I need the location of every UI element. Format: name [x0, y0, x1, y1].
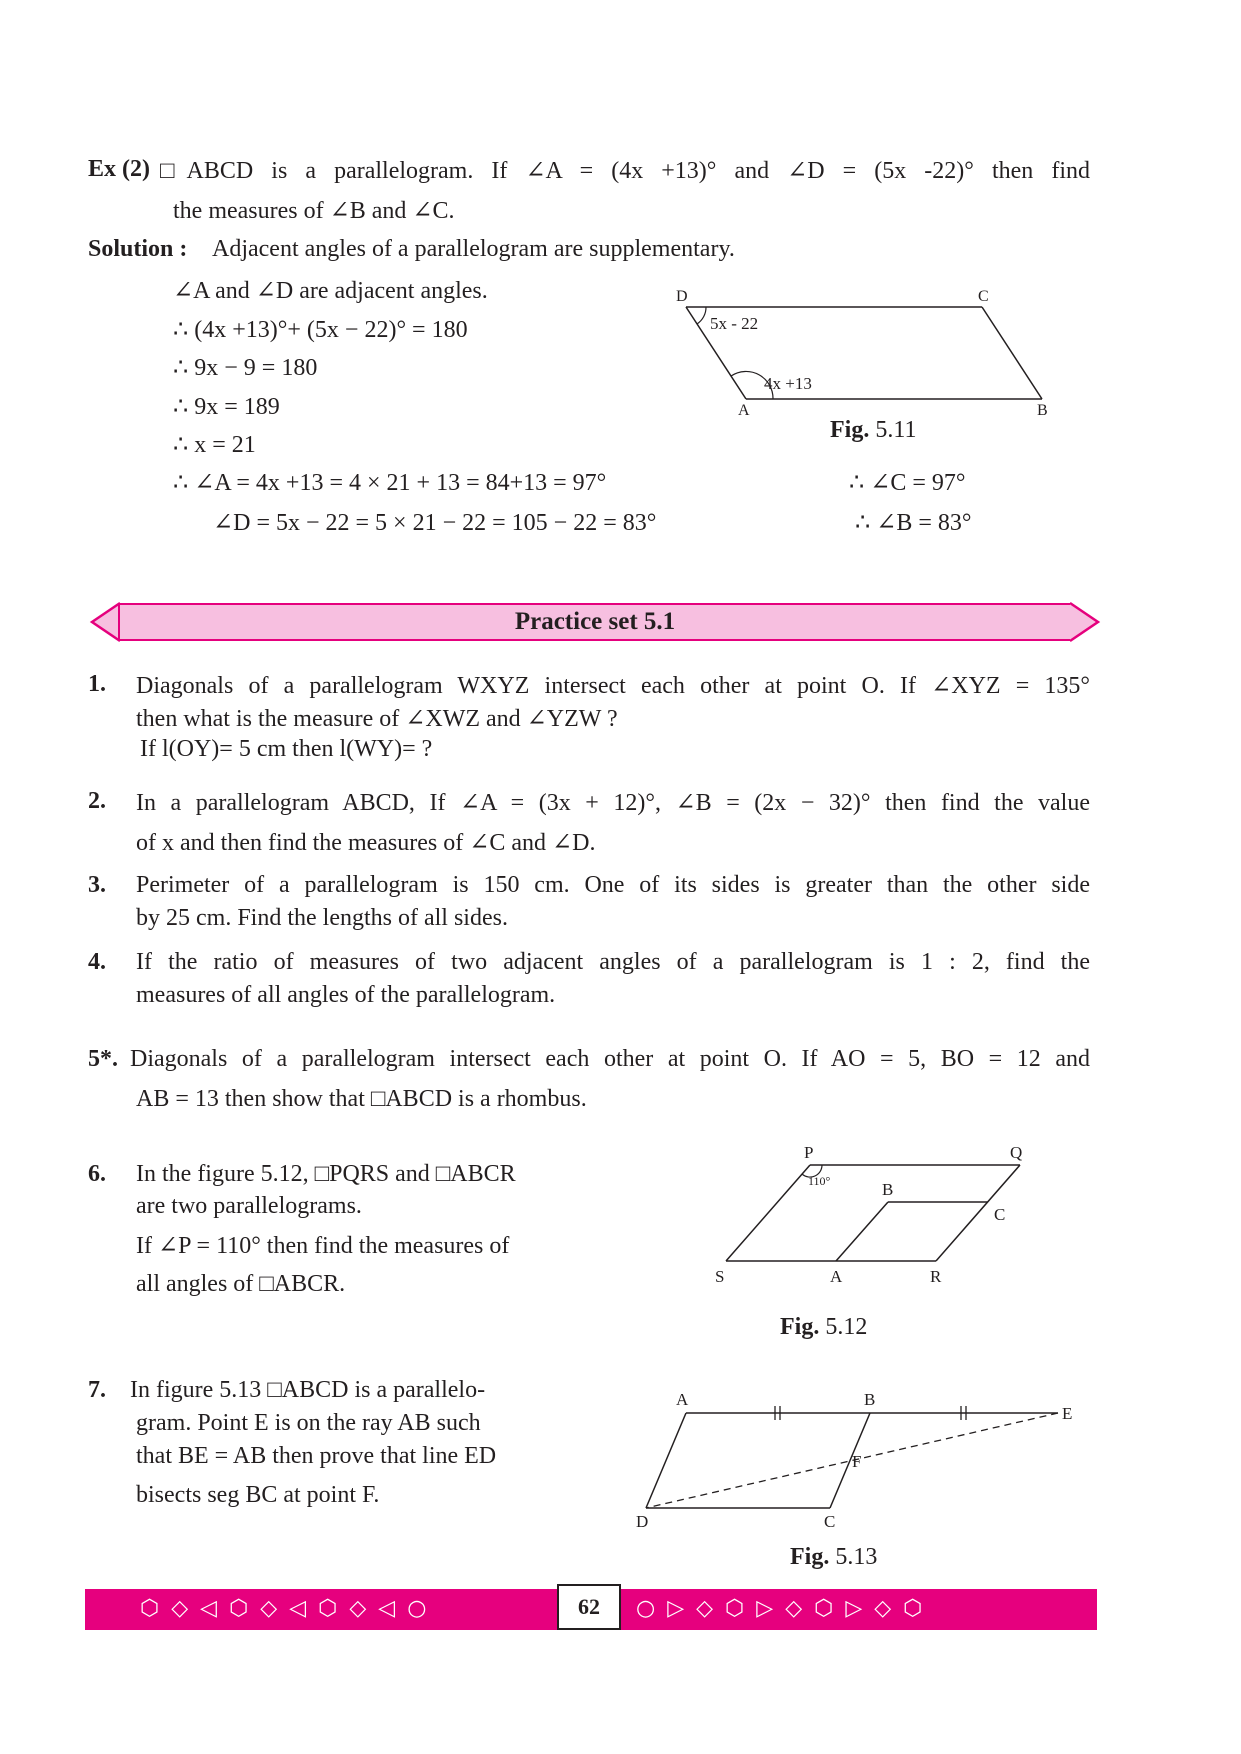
caption-fig-number: 5.13 — [835, 1544, 878, 1570]
hexagon-icon: ⬡ — [229, 1596, 249, 1621]
side-bc — [830, 1413, 870, 1508]
figure-5-11-caption — [830, 417, 916, 444]
question-line: are two parallelograms. — [136, 1193, 362, 1219]
question-line: Perimeter of a parallelogram is 150 cm. One of its sides is greater than the other side — [136, 872, 1090, 898]
example-label: Ex (2) — [88, 156, 150, 182]
triangle-left-icon: ◁ — [289, 1596, 307, 1621]
angle-label-d: 5x - 22 — [710, 314, 759, 333]
diamond-icon: ◇ — [349, 1596, 367, 1621]
vertex-label-a: A — [830, 1267, 843, 1286]
question-line: Diagonals of a parallelogram WXYZ intersect each other at point O. If ∠XYZ = 135° — [136, 673, 1090, 699]
side-da — [646, 1413, 686, 1508]
diamond-icon: ◇ — [874, 1596, 892, 1621]
figure-5-13 — [630, 1385, 1090, 1545]
question-line: If l(OY)= 5 cm then l(WY)= ? — [140, 736, 433, 762]
vertex-label-a: A — [738, 402, 750, 415]
question-line: In a parallelogram ABCD, If ∠A = (3x + 12)°, ∠B = (2x − 32)° then find the value — [136, 790, 1090, 816]
angle-arc-d — [697, 307, 706, 324]
solution-step: ∴ x = 21 — [173, 432, 256, 458]
triangle-right-icon: ▷ — [845, 1596, 863, 1621]
triangle-right-icon: ▷ — [667, 1596, 685, 1621]
question-line: all angles of □ABCR. — [136, 1271, 346, 1297]
vertex-label-a: A — [676, 1390, 689, 1409]
question-line: that BE = AB then prove that line ED — [136, 1443, 497, 1469]
solution-label: Solution : — [88, 236, 188, 262]
question-line: If the ratio of measures of two adjacent angles of a parallelogram is 1 : 2, find the — [136, 949, 1090, 975]
circle-icon: ○ — [636, 1596, 656, 1621]
vertex-label-s: S — [715, 1267, 725, 1286]
question-number: 3. — [88, 872, 106, 898]
side-ab — [836, 1202, 888, 1261]
vertex-label-p: P — [804, 1143, 814, 1162]
side-sp — [726, 1165, 810, 1261]
question-line: then what is the measure of ∠XWZ and ∠YZW ? — [136, 706, 618, 732]
question-line: If ∠P = 110° then find the measures of — [136, 1233, 510, 1259]
caption-fig-number: 5.12 — [825, 1314, 868, 1340]
diamond-icon: ◇ — [785, 1596, 803, 1621]
question-line: measures of all angles of the parallelogram. — [136, 982, 556, 1008]
hexagon-icon: ⬡ — [318, 1596, 338, 1621]
question-number: 4. — [88, 949, 106, 975]
vertex-label-c: C — [978, 288, 989, 305]
vertex-label-c: C — [824, 1512, 836, 1531]
vertex-label-b: B — [882, 1180, 894, 1199]
vertex-label-d: D — [676, 288, 688, 305]
angle-label-a: 4x +13 — [764, 374, 812, 393]
solution-step: ∠D = 5x − 22 = 5 × 21 − 22 = 105 − 22 = 83° — [213, 510, 657, 536]
question-line: of x and then find the measures of ∠C and ∠D. — [136, 830, 596, 856]
vertex-label-f: F — [852, 1452, 862, 1471]
vertex-label-b: B — [864, 1390, 876, 1409]
caption-fig-word: Fig. — [780, 1314, 820, 1340]
triangle-left-icon: ◁ — [378, 1596, 396, 1621]
figure-5-13-caption — [790, 1544, 877, 1571]
solution-step: ∴ ∠A = 4x +13 = 4 × 21 + 13 = 84+13 = 97° — [173, 470, 607, 496]
vertex-label-e: E — [1062, 1404, 1073, 1423]
page-number: 62 — [557, 1584, 621, 1630]
solution-result-c: ∴ ∠C = 97° — [849, 470, 966, 496]
question-line: In the figure 5.12, □PQRS and □ABCR — [136, 1161, 516, 1187]
hexagon-icon: ⬡ — [725, 1596, 745, 1621]
diamond-icon: ◇ — [696, 1596, 714, 1621]
question-line: Diagonals of a parallelogram intersect each other at point O. If AO = 5, BO = 12 and — [130, 1046, 1090, 1072]
hexagon-icon: ⬡ — [814, 1596, 834, 1621]
question-line: by 25 cm. Find the lengths of all sides. — [136, 905, 508, 931]
caption-fig-word: Fig. — [830, 417, 870, 443]
footer-decoration-right — [636, 1596, 922, 1622]
diamond-icon: ◇ — [171, 1596, 189, 1621]
example-question-line2: the measures of ∠B and ∠C. — [173, 198, 455, 224]
figure-5-12-caption — [780, 1314, 867, 1341]
hexagon-icon: ⬡ — [903, 1596, 923, 1621]
vertex-label-r: R — [930, 1267, 942, 1286]
side-cb — [982, 307, 1042, 399]
practice-set-banner — [118, 603, 1072, 641]
banner-left-arrow — [88, 601, 122, 643]
solution-step: ∠A and ∠D are adjacent angles. — [173, 278, 488, 304]
question-line: AB = 13 then show that □ABCD is a rhombus. — [136, 1086, 587, 1112]
figure-5-11 — [660, 285, 1080, 415]
hexagon-icon: ⬡ — [140, 1596, 160, 1621]
question-number: 7. — [88, 1377, 106, 1403]
caption-fig-word: Fig. — [790, 1544, 830, 1570]
footer-decoration-left — [140, 1596, 426, 1622]
example-question-line1: □ABCD is a parallelogram. If ∠A = (4x +13)° and ∠D = (5x -22)° then find — [160, 158, 1090, 184]
solution-step: ∴ 9x − 9 = 180 — [173, 355, 318, 381]
practice-set-title: Practice set 5.1 — [514, 608, 676, 635]
solution-step: ∴ 9x = 189 — [173, 394, 280, 420]
question-line: bisects seg BC at point F. — [136, 1482, 380, 1508]
side-qr — [936, 1165, 1020, 1261]
solution-result-b: ∴ ∠B = 83° — [855, 510, 972, 536]
vertex-label-q: Q — [1010, 1143, 1023, 1162]
figure-5-12 — [700, 1140, 1040, 1290]
question-line: In figure 5.13 □ABCD is a parallelo- — [130, 1377, 486, 1403]
question-number: 2. — [88, 788, 106, 814]
question-line: gram. Point E is on the ray AB such — [136, 1410, 481, 1436]
question-number: 1. — [88, 671, 106, 697]
triangle-right-icon: ▷ — [756, 1596, 774, 1621]
solution-step: ∴ (4x +13)°+ (5x − 22)° = 180 — [173, 317, 468, 343]
vertex-label-d: D — [636, 1512, 649, 1531]
angle-label-p: 110° — [808, 1174, 831, 1188]
solution-intro: Adjacent angles of a parallelogram are supplementary. — [212, 236, 735, 262]
banner-right-arrow — [1068, 601, 1102, 643]
question-number: 6. — [88, 1161, 106, 1187]
caption-fig-number: 5.11 — [875, 417, 917, 443]
vertex-label-b: B — [1037, 402, 1048, 415]
diamond-icon: ◇ — [260, 1596, 278, 1621]
circle-icon: ○ — [407, 1596, 427, 1621]
triangle-left-icon: ◁ — [200, 1596, 218, 1621]
question-number: 5*. — [88, 1046, 118, 1072]
vertex-label-c: C — [994, 1205, 1006, 1224]
